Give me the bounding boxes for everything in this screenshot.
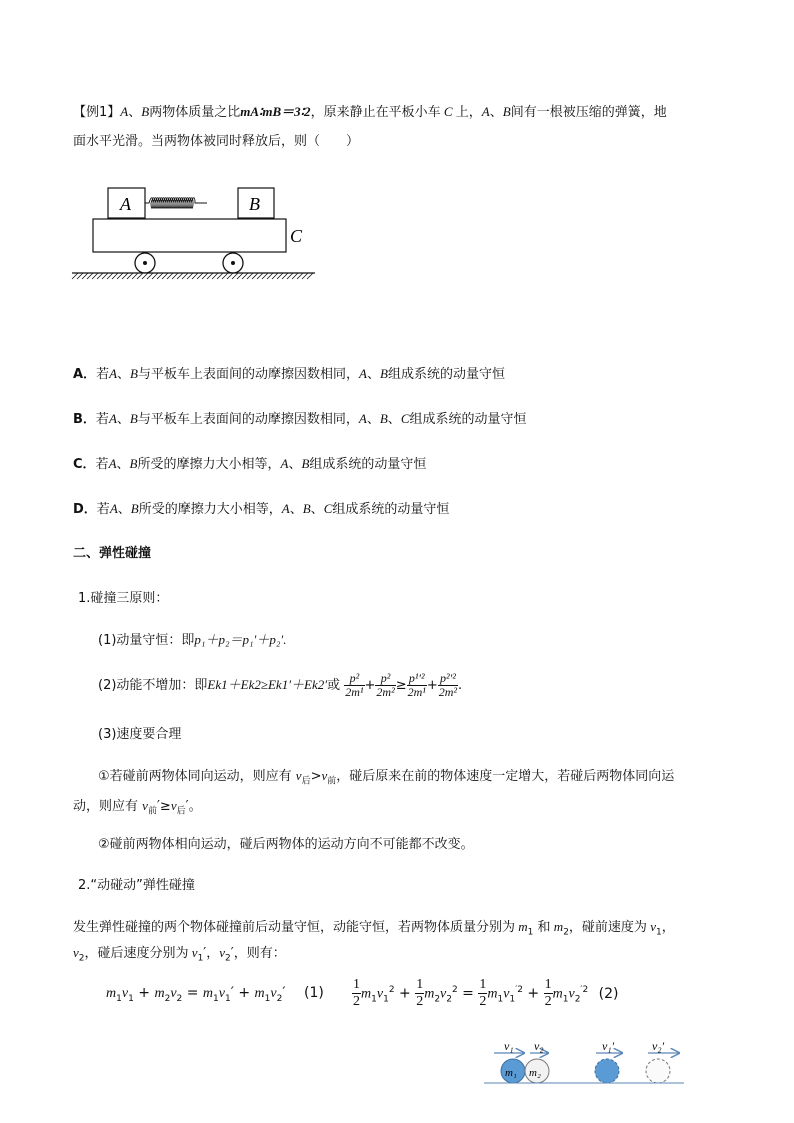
ground-hatch [72,273,313,279]
section-heading: 二、弹性碰撞 [73,546,152,561]
spring [145,198,207,209]
m1-label: m₁ [505,1067,517,1079]
example-line-1: 【例1】A、B两物体质量之比mA∶mB＝3∶2，原来静止在平板小车 C 上，A、B间有一根被压缩的弹簧，地 [73,104,667,120]
rule-2: (2)动能不增加：即Ek1＋Ek2≥Ek1′＋Ek2′或 $\frac{\text{p²}}{\text{2m¹}}$ + $\frac{\text{p²}}{\text{2m²}}$ ≥ $\frac{\text{p¹′²}}{\text{2m¹}}$ + $\frac{\text{p²′²}}{\text{2m²}}$ . [98,671,463,699]
ball-m2-after [646,1059,670,1083]
para-line-1: 发生弹性碰撞的两个物体碰撞前后动量守恒，动能守恒，若两物体质量分别为 $m_1$ 和 $m_2$，碰前速度为 $v_1$， [73,919,675,938]
point-2: ②碰前两物体相向运动，碰后两物体的运动方向不可能都不改变。 [98,837,474,852]
cart-body [93,219,286,252]
point-1-line-2: 动，则应有 $v_前'\ge v_后'$。 [73,798,202,817]
momentum-equation: $m_1v_1 + m_2v_2 = m_1v_1' + m_1v_2'$ (1) [106,985,324,1004]
equation-2-tag: (2) [598,985,619,1002]
cart-figure [70,180,330,280]
rule-1: (1)动量守恒：即p₁＋p₂＝p₁′＋p₂′. [98,632,287,648]
para-line-2: $v_2$，碰后速度分别为 $v_1'$，$v_2'$，则有： [73,945,286,964]
example-line-2: 面水平光滑。当两物体被同时释放后，则（ ） [73,134,360,149]
v1p-label: v₁′ [602,1039,615,1053]
m2-label: m₂ [529,1067,541,1079]
option-d[interactable]: D．若A、B所受的摩擦力大小相等，A、B、C组成系统的动量守恒 [73,501,450,517]
collision-rules-title: 1.碰撞三原则： [78,591,169,606]
block-a-label: A [120,194,131,214]
point-1-line-1: ①若碰前两物体同向运动，则应有 $v_后>v_前$，碰后原来在前的物体速度一定增大，若碰后两物体同向运 [98,768,675,787]
option-a[interactable]: A．若A、B与平板车上表面间的动摩擦因数相同，A、B组成系统的动量守恒 [73,366,505,382]
elastic-collision-title: 2.“动碰动”弹性碰撞 [78,878,195,893]
rule-3: (3)速度要合理 [98,727,182,742]
example-bracket: 【例1】 [73,105,121,120]
option-c[interactable]: C．若A、B所受的摩擦力大小相等，A、B组成系统的动量守恒 [73,456,427,472]
ball-m1-after [595,1059,619,1083]
cart-label: C [290,226,303,246]
option-b[interactable]: B．若A、B与平板车上表面间的动摩擦因数相同，A、B、C组成系统的动量守恒 [73,411,527,427]
v2-label: v₂ [534,1039,544,1053]
block-b-label: B [249,194,260,214]
equation-1-tag: (1) [303,985,324,1001]
energy-equation: $\frac{1}{2}$ $m_1v_1^2$ + $\frac{1}{2}$ $m_2v_2^2$ = $\frac{1}{2}$ $m_1v_1^{'2}$ + $\frac{1}{2}$ $m_1v_2^{'2}$ (2) [353,977,619,1010]
v1-label: v₁ [504,1039,514,1053]
mass-ratio: mA∶mB＝3∶2 [240,104,311,119]
collision-diagram [484,1036,694,1088]
v2p-label: v₂′ [652,1039,665,1053]
